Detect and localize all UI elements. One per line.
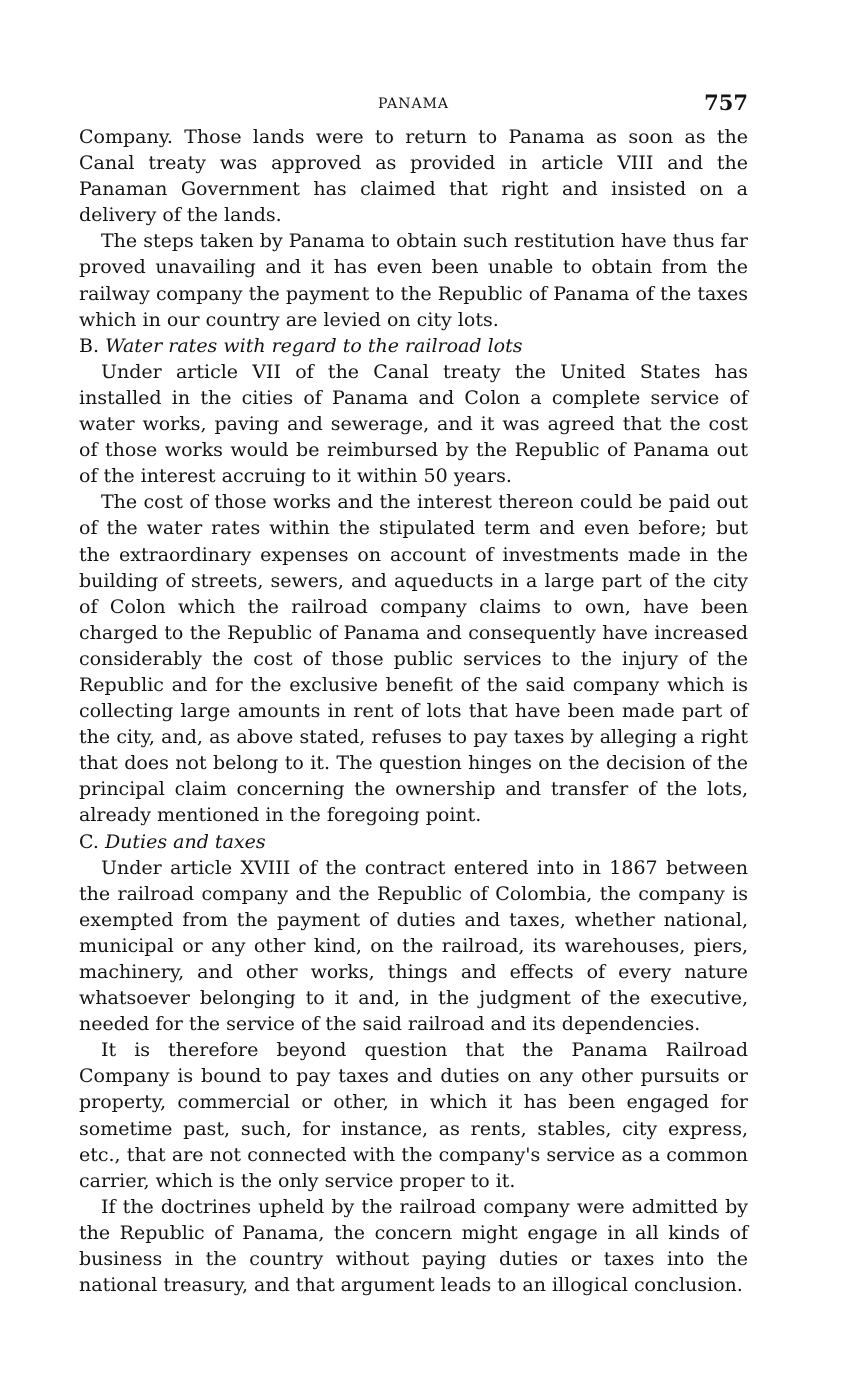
section-title: Water rates with regard to the railroad lots bbox=[105, 334, 523, 357]
paragraph: The steps taken by Panama to obtain such restitution have thus far proved unavailing and it has even been unable to obtain from the railway company the payment to the Republic of Panama of the taxes which in our country are levied on city lots. bbox=[79, 230, 748, 331]
section-heading-b bbox=[79, 333, 748, 359]
section-heading-c bbox=[79, 829, 748, 855]
paragraph: Under article XVIII of the contract entered into in 1867 between the railroad company and the Republic of Colombia, the company is exempted from the payment of duties and taxes, whether national, municipal or any other kind, on the railroad, its warehouses, piers, machinery, and other works, things and effects of every nature whatsoever belonging to it and, in the judgment of the executive, needed for the service of the said railroad and its dependencies. bbox=[79, 856, 748, 1036]
section-title: Duties and taxes bbox=[104, 830, 266, 853]
running-title: PANAMA bbox=[377, 96, 450, 112]
page-number: 757 bbox=[704, 90, 748, 115]
body-text bbox=[79, 124, 748, 1298]
paragraph: The cost of those works and the interest thereon could be paid out of the water rates within the stipulated term and even before; but the extraordinary expenses on account of investments made in the building of streets, sewers, and aqueducts in a large part of the city of Colon which the railroad company claims to own, have been charged to the Republic of Panama and consequently have increased considerably the cost of those public services to the injury of the Republic and for the exclusive benefit of the said company which is collecting large amounts in rent of lots that have been made part of the city, and, as above stated, refuses to pay taxes by alleging a right that does not belong to it. The question hinges on the decision of the principal claim concerning the ownership and transfer of the lots, already mentioned in the foregoing point. bbox=[79, 491, 748, 827]
section-letter: C. bbox=[79, 830, 99, 853]
section-letter: B. bbox=[79, 334, 100, 357]
running-head bbox=[79, 90, 748, 124]
paragraph: It is therefore beyond question that the Panama Railroad Company is bound to pay taxes and duties on any other pursuits or property, commercial or other, in which it has been engaged for sometime past, such, for instance, as rents, stables, city express, etc., that are not connected with the company's service as a common carrier, which is the only service proper to it. bbox=[79, 1039, 748, 1192]
paragraph: If the doctrines upheld by the railroad company were admitted by the Republic of Panama, the concern might engage in all kinds of business in the country without paying duties or taxes into the national treasury, and that argument leads to an illogical conclusion. bbox=[79, 1195, 748, 1297]
paragraph: Company. Those lands were to return to Panama as soon as the Canal treaty was approved as provided in article VIII and the Panaman Government has claimed that right and insisted on a delivery of the lands. bbox=[79, 126, 748, 227]
paragraph: Under article VII of the Canal treaty the United States has installed in the cities of Panama and Colon a complete service of water works, paving and sewerage, and it was agreed that the cost of those works would be reimbursed by the Republic of Panama out of the interest accruing to it within 50 years. bbox=[79, 360, 748, 488]
document-page bbox=[79, 90, 748, 1298]
